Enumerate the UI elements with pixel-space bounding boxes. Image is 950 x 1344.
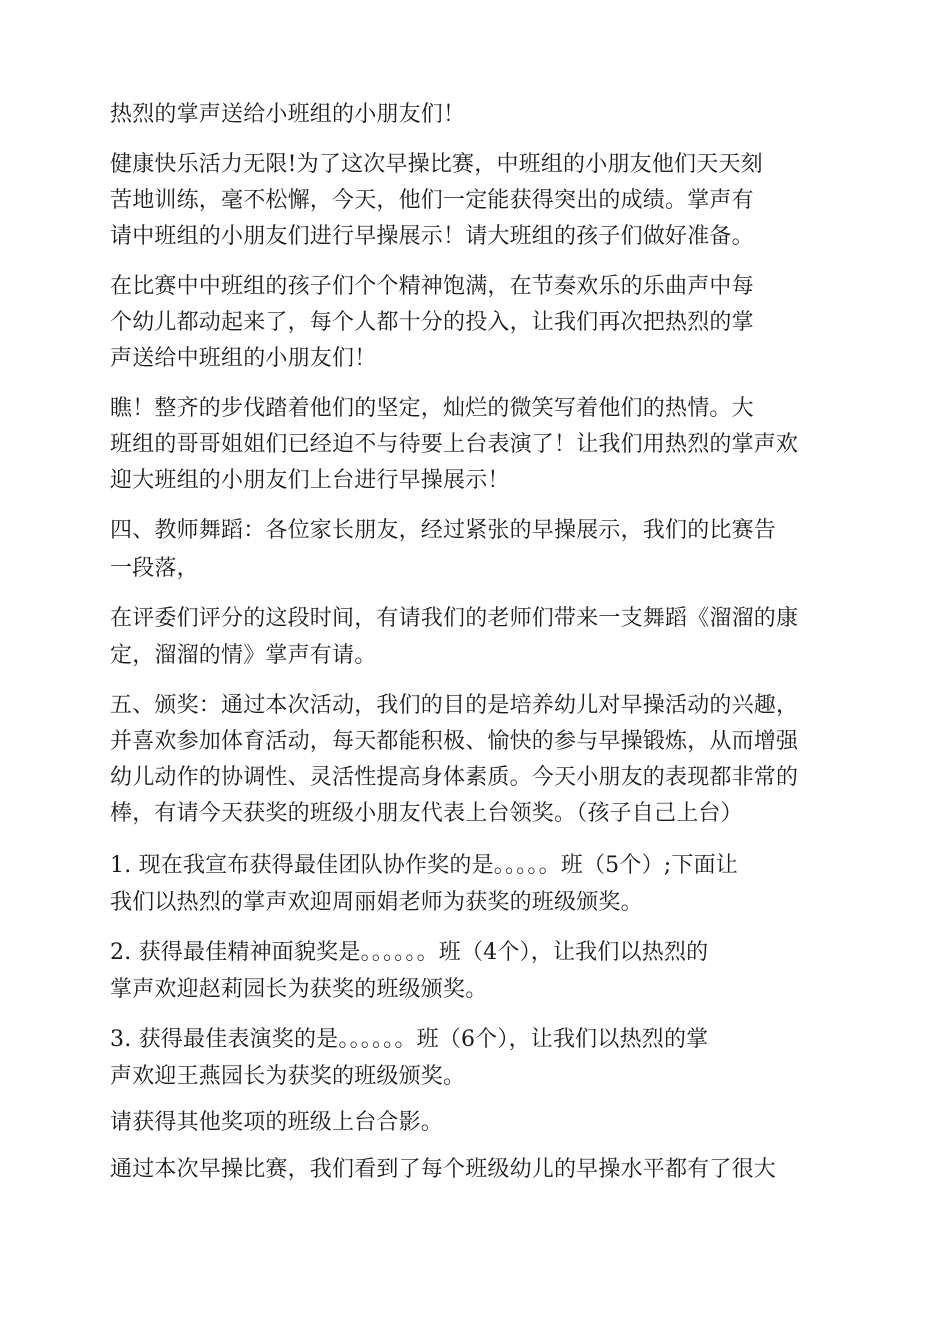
text-line: 幼儿动作的协调性、灵活性提高身体素质。今天小朋友的表现都非常的 [110, 765, 799, 790]
text-line: 班组的哥哥姐姐们已经迫不与待要上台表演了！让我们用热烈的掌声欢 [110, 432, 799, 457]
text-line: 请中班组的小朋友们进行早操展示！请大班组的孩子们做好准备。 [110, 224, 754, 249]
text-line: 迎大班组的小朋友们上台进行早操展示！ [110, 468, 510, 493]
text-line: 并喜欢参加体育活动，每天都能积极、愉快的参与早操锻炼，从而增强 [110, 729, 799, 754]
text-line: 掌声欢迎赵莉园长为获奖的班级颁奖。 [110, 977, 488, 1002]
text-line: 五、颁奖：通过本次活动，我们的目的是培养幼儿对早操活动的兴趣， [110, 693, 799, 718]
text-line: 2. 获得最佳精神面貌奖是。。。。。。班（4个），让我们以热烈的 [110, 940, 709, 965]
text-line: 一段落， [110, 556, 199, 581]
text-line: 在比赛中中班组的孩子们个个精神饱满，在节奏欢乐的乐曲声中每 [110, 274, 754, 299]
text-line: 3. 获得最佳表演奖的是。。。。。。班（6个），让我们以热烈的掌 [110, 1027, 709, 1052]
text-line: 定，溜溜的情》掌声有请。 [110, 643, 377, 668]
text-line: 1. 现在我宣布获得最佳团队协作奖的是。。。。。班（5个）;下面让 [110, 853, 738, 878]
text-line: 热烈的掌声送给小班组的小朋友们！ [110, 102, 466, 127]
text-line: 瞧！整齐的步伐踏着他们的坚定，灿烂的微笑写着他们的热情。大 [110, 396, 754, 421]
text-line: 请获得其他奖项的班级上台合影。 [110, 1110, 444, 1135]
text-line: 声欢迎王燕园长为获奖的班级颁奖。 [110, 1064, 466, 1089]
text-line: 声送给中班组的小朋友们！ [110, 346, 377, 371]
text-line: 在评委们评分的这段时间，有请我们的老师们带来一支舞蹈《溜溜的康 [110, 606, 799, 631]
text-line: 四、教师舞蹈：各位家长朋友，经过紧张的早操展示，我们的比赛告 [110, 518, 777, 543]
text-line: 通过本次早操比赛，我们看到了每个班级幼儿的早操水平都有了很大 [110, 1157, 777, 1182]
text-line: 个幼儿都动起来了，每个人都十分的投入，让我们再次把热烈的掌 [110, 310, 754, 335]
text-line: 苦地训练，毫不松懈，今天，他们一定能获得突出的成绩。掌声有 [110, 188, 754, 213]
text-line: 我们以热烈的掌声欢迎周丽娟老师为获奖的班级颁奖。 [110, 890, 643, 915]
text-line: 健康快乐活力无限!为了这次早操比赛，中班组的小朋友他们天天刻 [110, 152, 763, 177]
text-line: 棒，有请今天获奖的班级小朋友代表上台领奖。（孩子自己上台） [110, 801, 743, 826]
